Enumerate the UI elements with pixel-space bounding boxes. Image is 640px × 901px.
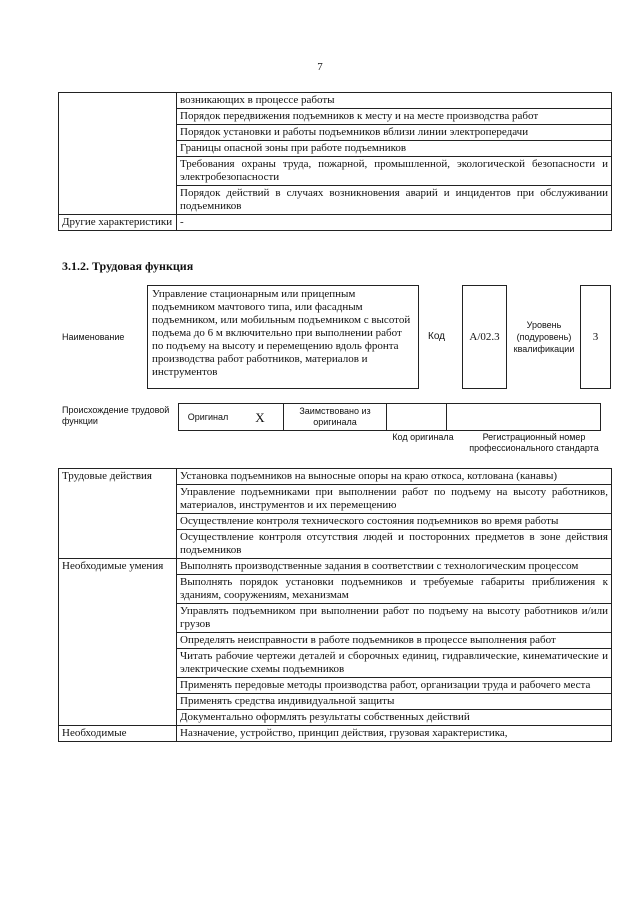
table-row: [59, 559, 612, 575]
table-cell: Осуществление контроля технического состояния подъемников во время работы: [177, 514, 612, 530]
code-original-label: Код оригинала: [392, 432, 454, 442]
table-cell: Определять неисправности в работе подъемников в процессе выполнения работ: [177, 633, 612, 649]
reg-number-cell: [447, 404, 601, 431]
row-label: Необходимые умения: [59, 559, 177, 726]
row-label: Трудовые действия: [59, 469, 177, 559]
table-cell: Порядок передвижения подъемников к месту и на месте производства работ: [177, 109, 612, 125]
original-mark: X: [237, 404, 284, 431]
table-row: [59, 93, 612, 109]
table-cell: Применять передовые методы производства работ, организации труда и рабочего места: [177, 678, 612, 694]
table-cell: возникающих в процессе работы: [177, 93, 612, 109]
function-name: Управление стационарным или прицепным подъемником мачтового типа, или фасадным подъемником, или мобильным подъемником с высотой подъема до 6 м включительно при выполнении работ по подъему на высоту и перемещению вдоль фронта производства работ работников, материалов и инструментов: [147, 285, 419, 389]
table-row: [59, 726, 612, 742]
code-label: Код: [428, 331, 446, 342]
function-details-table: [58, 468, 612, 742]
table-cell: Применять средства индивидуальной защиты: [177, 694, 612, 710]
origin-table: [178, 403, 601, 431]
table-cell: Выполнять производственные задания в соответствии с технологическим процессом: [177, 559, 612, 575]
function-code: А/02.3: [462, 285, 507, 389]
qualification-level: 3: [580, 285, 611, 389]
table-cell: -: [177, 215, 612, 231]
table-row: [59, 469, 612, 485]
table-row: [179, 404, 601, 431]
table-cell: Документально оформлять результаты собственных действий: [177, 710, 612, 726]
row-label: [59, 93, 177, 215]
reg-number-label: Регистрационный номер профессионального стандарта: [469, 432, 599, 453]
row-label: Другие характеристики: [59, 215, 177, 231]
page-number: 7: [317, 61, 323, 73]
table-cell: Требования охраны труда, пожарной, промышленной, экологической безопасности и электробезопасности: [177, 157, 612, 186]
table-cell: Порядок установки и работы подъемников вблизи линии электропередачи: [177, 125, 612, 141]
table-cell: Границы опасной зоны при работе подъемников: [177, 141, 612, 157]
row-label: Необходимые: [59, 726, 177, 742]
table-cell: Управление подъемниками при выполнении работ по подъему на высоту работников, материалов, инструментов и их перемещению: [177, 485, 612, 514]
table-cell: Установка подъемников на выносные опоры на краю откоса, котлована (канавы): [177, 469, 612, 485]
table-cell: Выполнять порядок установки подъемников и требуемые габариты приближения к зданиям, сооружениям, механизмам: [177, 575, 612, 604]
name-label: Наименование: [62, 332, 125, 342]
table-cell: Осуществление контроля отсутствия людей и посторонних предметов в зоне действия подъемников: [177, 530, 612, 559]
table-row: [59, 215, 612, 231]
table-cell: Управлять подъемником при выполнении работ по подъему на высоту работников и/или грузов: [177, 604, 612, 633]
code-original-cell: [387, 404, 447, 431]
table-cell: Порядок действий в случаях возникновения аварий и инцидентов при обслуживании подъемников: [177, 186, 612, 215]
section-heading: 3.1.2. Трудовая функция: [62, 259, 194, 273]
table-cell: Читать рабочие чертежи деталей и сборочных единиц, гидравлические, кинематические и электрические схемы подъемников: [177, 649, 612, 678]
original-label: Оригинал: [179, 404, 238, 431]
knowledge-table-continued: [58, 92, 612, 231]
level-label: Уровень (подуровень) квалификации: [513, 320, 575, 354]
table-cell: Назначение, устройство, принцип действия, грузовая характеристика,: [177, 726, 612, 742]
origin-label: Происхождение трудовой функции: [62, 405, 170, 426]
borrowed-label: Заимствовано из оригинала: [284, 404, 387, 431]
